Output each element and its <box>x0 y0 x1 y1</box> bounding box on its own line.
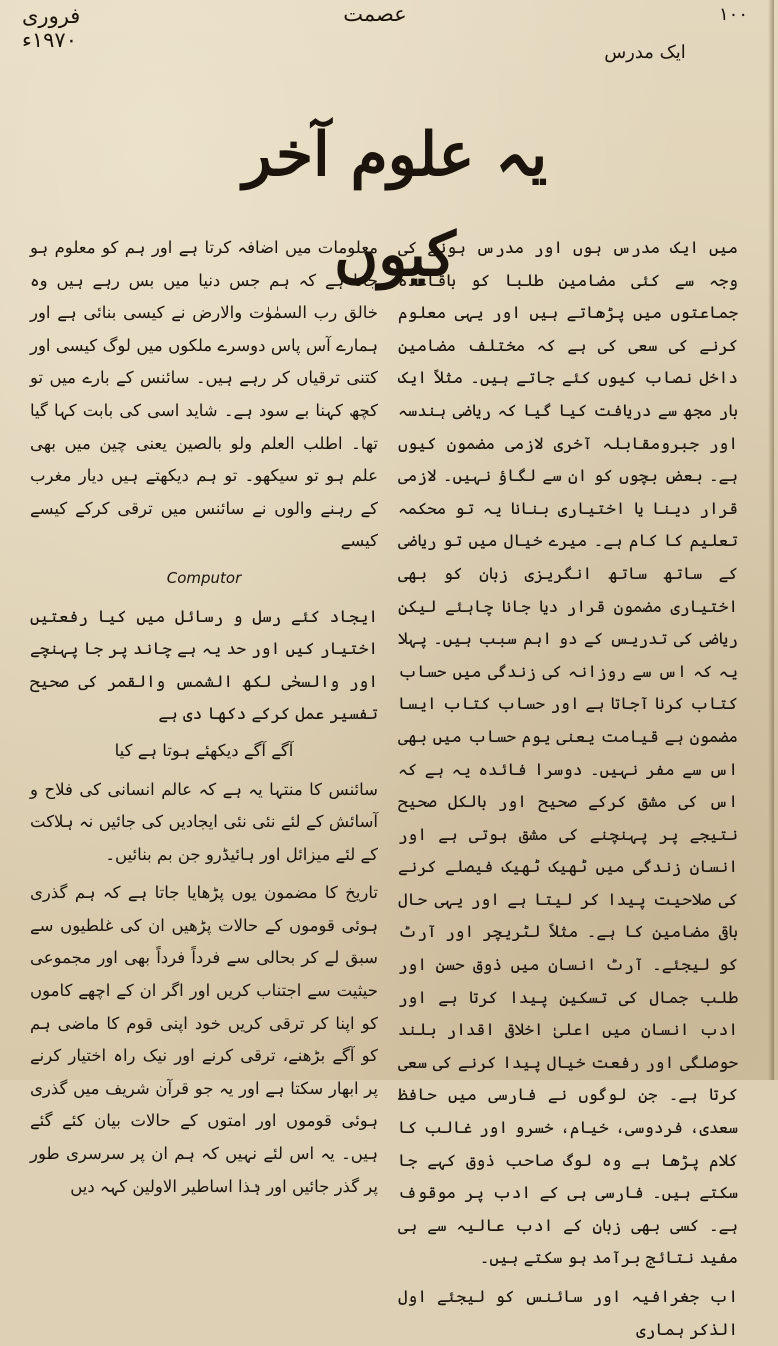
article-title: یہ علوم آخر کیوں <box>242 120 548 290</box>
left-verse-line: آگے آگے دیکھئے ہوتا ہے کیا <box>114 740 294 760</box>
left-paragraph-4: تاریخ کا مضمون یوں پڑھایا جاتا ہے کہ ہم گذری ہوئی قوموں کے حالات پڑھیں ان کی غلطیوں سے سبق لے کر بحالی سے فرداً فرداً بھی اور مجموعی حیثیت سے اجتناب کریں اور اگر ان کے اچھے کاموں کو اپنا کر ترقی کریں خود اپنی قوم کا ماضی ہم کو آگے بڑھنے، ترقی کرنے اور نیک راہ اختیار کرنے پر ابھار سکتا ہے اور یہ جو قرآن شریف میں گذری ہوئی قوموں اور امتوں کے حالات بیان کئے گئے ہیں۔ یہ اس لئے نہیں کہ ہم ان پر سرسری طور پر گذر جائیں اور ہٰذا اساطیر الاولین کہہ دیں <box>30 883 378 1196</box>
right-paragraph-1: میں ایک مدرس ہوں اور مدرس ہونے کی وجہ سے کئی مضامین طلبا کو باقاعدہ جماعتوں میں پڑھاتے ہیں اور یہی معلوم کرنے کی سعی کی ہے کہ مختلف مضامین داخل نصاب کیوں کئے جاتے ہیں۔ مثلاً ایک بار مجھ سے دریافت کیا گیا کہ ریاضی ہندسہ اور جبرومقابلہ آخری لازمی مضمون کیوں ہے۔ بعض بچوں کو ان سے لگاؤ نہیں۔ لازمی قرار دینا یا اختیاری بنانا یہ تو محکمہ تعلیم کا کام ہے۔ میرے خیال میں تو ریاضی کے ساتھ ساتھ انگریزی زبان کو بھی اختیاری مضمون قرار دیا جانا چاہئے لیکن ریاضی کی تدریس کے دو اہم سبب ہیں۔ پہلا یہ کہ اس سے روزانہ کی زندگی میں حساب کتاب کرنا آجاتا ہے اور حساب کتاب ایسا مضمون ہے قیامت یعنی یوم حساب میں بھی اس سے مفر نہیں۔ دوسرا فائدہ یہ ہے کہ اس کی مشق کرکے صحیح اور بالکل صحیح نتیجے پر پہنچنے کی مشق ہوتی ہے اور انسان زندگی میں ٹھیک ٹھیک فیصلے کرنے کی صلاحیت پیدا کر لیتا ہے اور یہی حال باقی مضامین کا ہے۔ مثلاً لٹریچر اور آرٹ کو لیجئے۔ آرٹ انسان میں ذوق حسن اور طلب جمال کی تسکین پیدا کرتا ہے اور ادب انسان میں اعلیٰ اخلاقی اقدار بلند حوصلگی اور رفعت خیال پیدا کرنے کی سعی کرتا ہے۔ جن لوگوں نے فارسی میں حافظ سعدی، فردوسی، خیام، خسرو اور غالب کا کلام پڑھا ہے وہ لوگ صاحب ذوق کہے جا سکتے ہیں۔ فارسی ہی کے ادب پر موقوف ہے۔ کسی بھی زبان کے ادب عالیہ سے ہی مفید نتائج برآمد ہو سکتے ہیں۔ <box>398 238 738 1268</box>
issue-date: فروری ۱۹۷۰ء <box>22 4 81 52</box>
left-column <box>30 232 378 1203</box>
left-computer-word: Computor <box>166 568 242 587</box>
right-paragraph-2: اب جغرافیہ اور سائنس کو لیجئے اول الذکر ہماری <box>398 1287 738 1339</box>
left-paragraph-3: سائنس کا منتہا یہ ہے کہ عالم انسانی کی فلاح و آسائش کے لئے نئی نئی ایجادیں کی جائیں نہ ہلاکت کے لئے میزائل اور ہائیڈرو جن بم بنائیں۔ <box>30 779 378 864</box>
left-paragraph-1: معلومات میں اضافہ کرتا ہے اور ہم کو معلوم ہو جاتا ہے کہ ہم جس دنیا میں بس رہے ہیں وہ خالق رب السمٰوٰت والارض نے کیسی بنائی ہے اور ہمارے آس پاس دوسرے ملکوں میں لوگ کیسی اور کتنی ترقیاں کر رہے ہیں۔ سائنس کے بارے میں تو کچھ کہنا بے سود ہے۔ شاید اسی کی بابت کہا گیا تھا۔ اطلب العلم ولو بالصین یعنی چین میں بھی علم ہو تو سیکھو۔ تو ہم دیکھتے ہیں دیار مغرب کے رہنے والوں نے سائنس میں ترقی کرکے کیسے کیسے <box>30 238 378 551</box>
magazine-name: عصمت <box>343 2 407 26</box>
page-number: ۱۰۰ <box>718 4 748 25</box>
left-paragraph-2: ایجاد کئے رسل و رسائل میں کیا رفعتیں اختیار کیں اور حد یہ ہے چاند پر جا پہنچے اور والسحٰی لکھ الشمس والقمر کی صحیح تفسیر عمل کرکے دکھا دی ہے <box>30 606 378 724</box>
right-column <box>398 232 738 1346</box>
article-author: ایک مدرس <box>604 42 686 63</box>
